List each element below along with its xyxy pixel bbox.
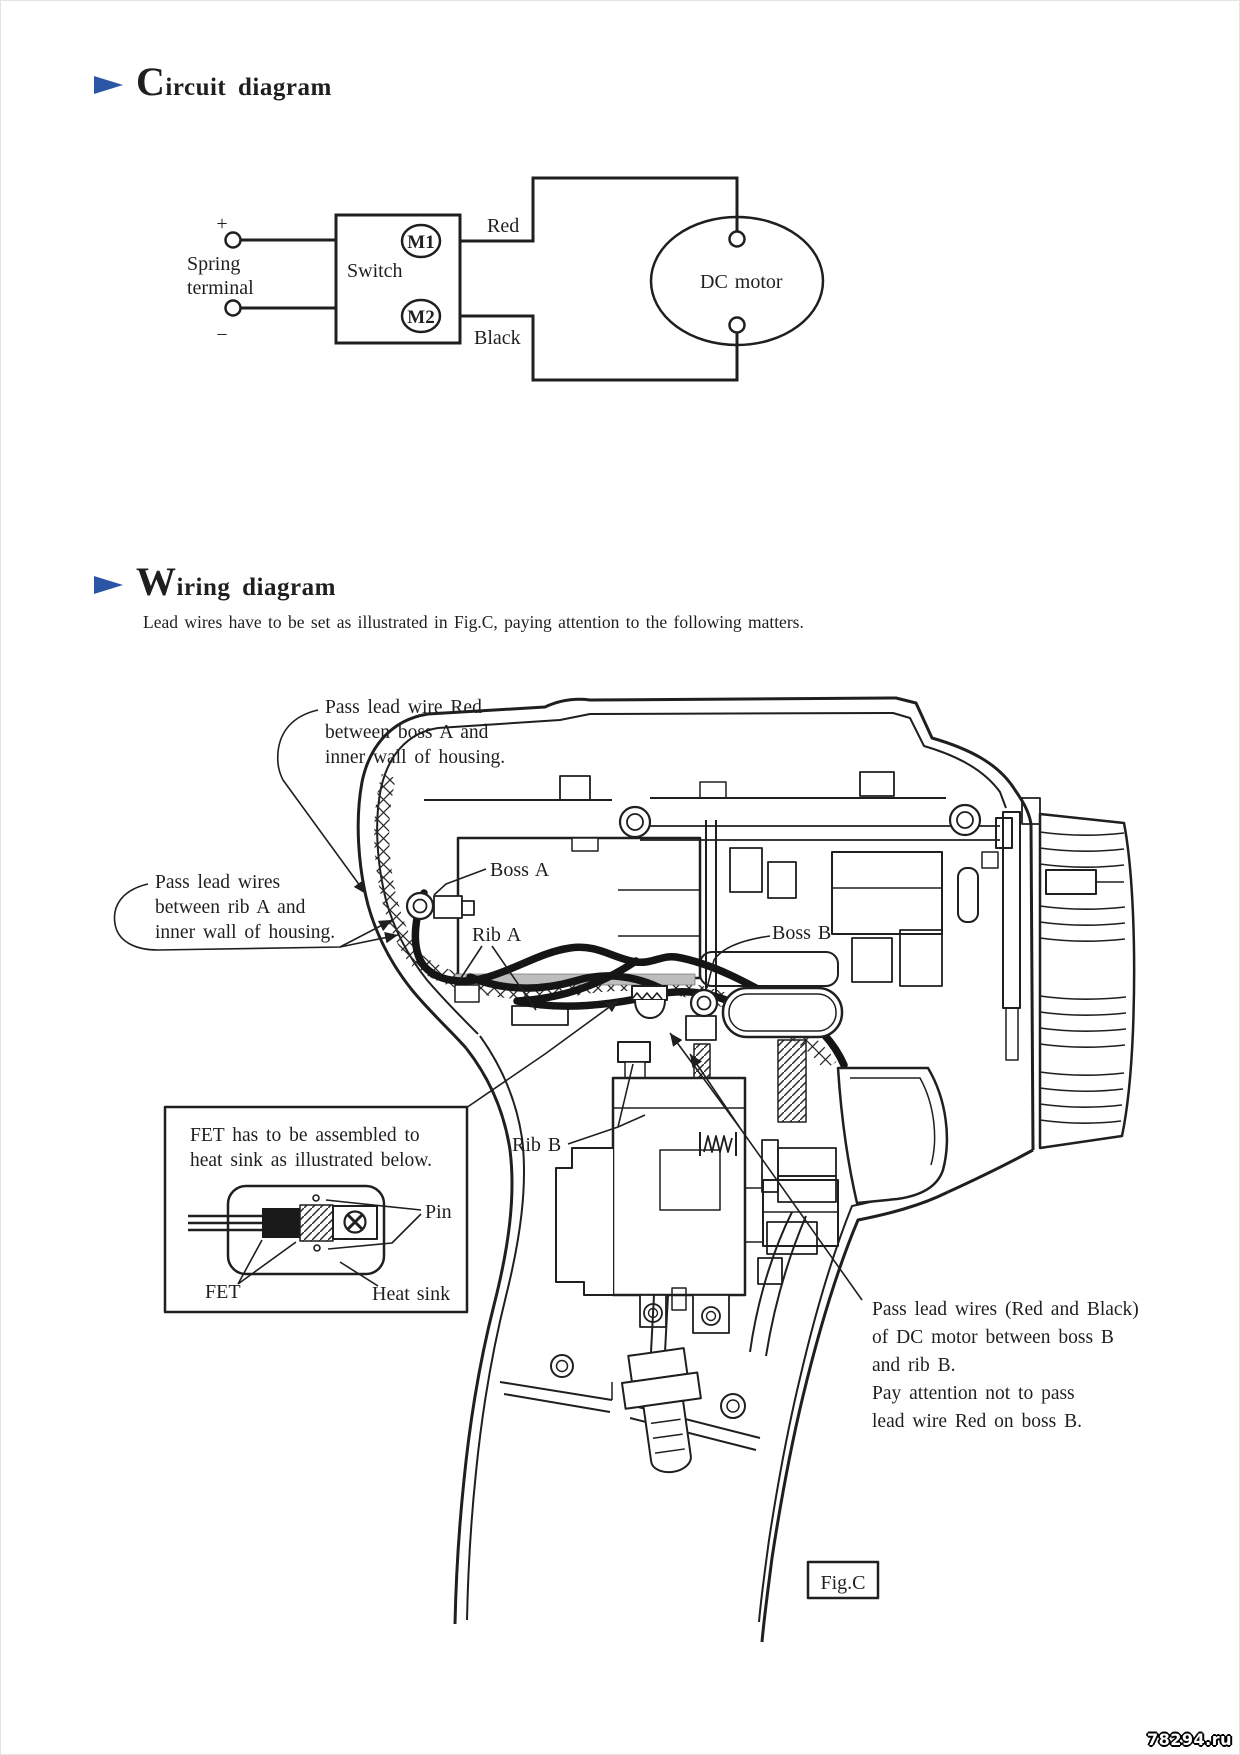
- note-boss-b-line5: lead wire Red on boss B.: [872, 1411, 1082, 1432]
- wiring-intro-text: Lead wires have to be set as illustrated in Fig.C, paying attention to the following matters.: [143, 612, 804, 632]
- pin-top: [313, 1195, 319, 1201]
- label-rib-b: Rib B: [512, 1134, 562, 1156]
- note-boss-b-line3: and rib B.: [872, 1355, 956, 1376]
- note-boss-b-line4: Pay attention not to pass: [872, 1383, 1075, 1404]
- note-rib-a-line2: between rib A and: [155, 897, 306, 918]
- note-boss-a-line3: inner wall of housing.: [325, 747, 506, 768]
- switch-label: Switch: [347, 260, 403, 282]
- housing-screw-bosses: [620, 805, 980, 837]
- screw-boss: [721, 1394, 745, 1418]
- black-wire-label: Black: [474, 327, 521, 349]
- figure-label: Fig.C: [820, 1572, 866, 1594]
- screw-boss: [551, 1355, 573, 1377]
- chuck: [1003, 798, 1134, 1148]
- minus-sign: −: [216, 324, 228, 346]
- fet-body: [262, 1208, 300, 1238]
- circuit-heading-initial: C: [136, 59, 166, 104]
- label-rib-a: Rib A: [472, 924, 522, 946]
- spring-terminal-positive: [226, 233, 241, 248]
- rib-b: [618, 1042, 650, 1078]
- spring-terminal-label-1: Spring: [187, 253, 241, 275]
- note-rib-a-line3: inner wall of housing.: [155, 922, 336, 943]
- dc-motor-terminal-bottom: [730, 318, 745, 333]
- note-boss-b-line1: Pass lead wires (Red and Black): [872, 1299, 1139, 1320]
- label-pin: Pin: [425, 1201, 452, 1223]
- note-boss-a-line1: Pass lead wire Red: [325, 697, 482, 718]
- wiring-heading-rest: iring diagram: [176, 574, 336, 601]
- dc-motor-terminal-top: [730, 232, 745, 247]
- plus-sign: +: [216, 213, 228, 235]
- fet-inset-line1: FET has to be assembled to: [190, 1125, 420, 1146]
- fet-component: [632, 986, 667, 1018]
- label-fet: FET: [205, 1281, 241, 1303]
- label-boss-a: Boss A: [490, 859, 550, 881]
- note-boss-b-line2: of DC motor between boss B: [872, 1327, 1114, 1348]
- wiring-heading-initial: W: [136, 559, 177, 604]
- note-boss-a-line2: between boss A and: [325, 722, 489, 743]
- dc-motor-label: DC motor: [700, 271, 783, 293]
- terminal-bolt: [618, 1347, 710, 1477]
- spring-terminal-negative: [226, 301, 241, 316]
- leader-note-rib-a: [114, 884, 158, 950]
- circuit-diagram: [187, 178, 823, 380]
- fet-inset-line2: heat sink as illustrated below.: [190, 1150, 432, 1171]
- trigger: [556, 1148, 613, 1295]
- red-wire-label: Red: [487, 215, 520, 237]
- circuit-heading-rest: ircuit diagram: [165, 74, 332, 101]
- m1-label: M1: [407, 232, 435, 253]
- pin-bottom: [314, 1245, 320, 1251]
- label-boss-b: Boss B: [772, 922, 832, 944]
- m2-label: M2: [407, 307, 435, 328]
- note-rib-a-line1: Pass lead wires: [155, 872, 281, 893]
- spring-terminal-label-2: terminal: [187, 277, 254, 299]
- label-heat-sink: Heat sink: [372, 1283, 451, 1305]
- watermark: 78294.ru: [1146, 1730, 1232, 1749]
